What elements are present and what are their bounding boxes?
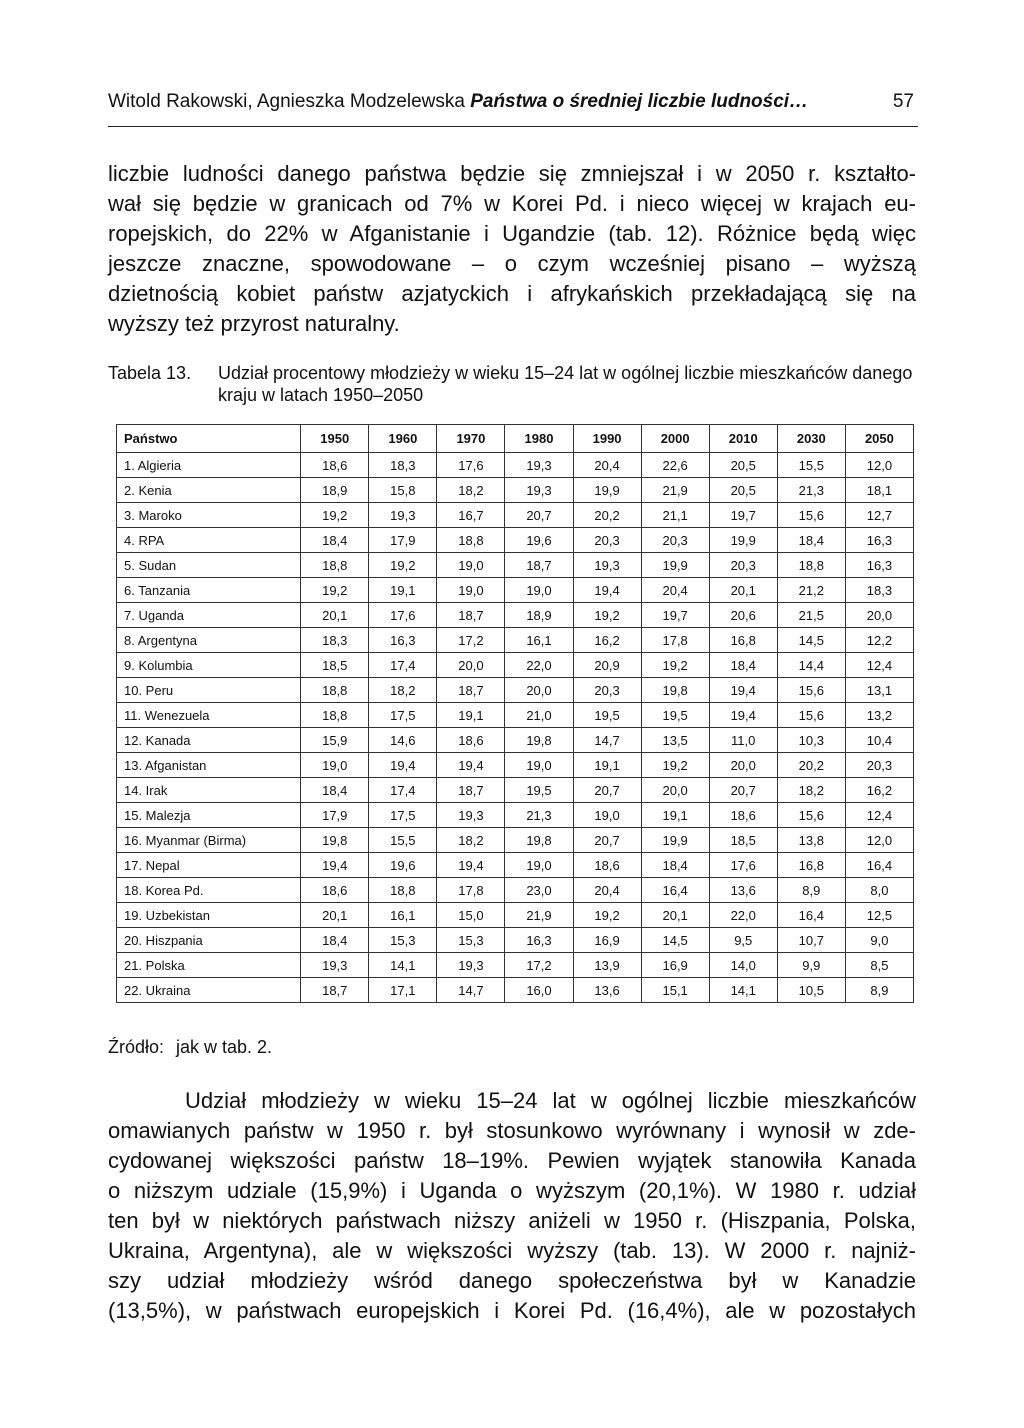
value-cell: 9,0 xyxy=(845,928,913,953)
value-cell: 21,3 xyxy=(505,803,573,828)
value-cell: 17,6 xyxy=(369,603,437,628)
value-cell: 20,3 xyxy=(845,753,913,778)
value-cell: 17,5 xyxy=(369,803,437,828)
value-cell: 19,4 xyxy=(437,753,505,778)
paragraph-line: szy udział młodzieży wśród danego społeczeństwa był w Kanadzie xyxy=(108,1268,916,1293)
value-cell: 20,4 xyxy=(641,578,709,603)
value-cell: 10,3 xyxy=(777,728,845,753)
value-cell: 20,6 xyxy=(709,603,777,628)
value-cell: 19,2 xyxy=(641,653,709,678)
country-cell: 17. Nepal xyxy=(117,853,301,878)
table-row xyxy=(117,478,914,503)
value-cell: 13,6 xyxy=(573,978,641,1003)
value-cell: 22,0 xyxy=(505,653,573,678)
value-cell: 15,6 xyxy=(777,703,845,728)
table-row xyxy=(117,603,914,628)
column-header-country: Państwo xyxy=(117,425,301,453)
value-cell: 9,5 xyxy=(709,928,777,953)
value-cell: 18,6 xyxy=(573,853,641,878)
value-cell: 20,1 xyxy=(709,578,777,603)
value-cell: 18,7 xyxy=(437,778,505,803)
value-cell: 17,1 xyxy=(369,978,437,1003)
value-cell: 19,2 xyxy=(301,503,369,528)
country-cell: 10. Peru xyxy=(117,678,301,703)
table-row xyxy=(117,878,914,903)
value-cell: 19,7 xyxy=(641,603,709,628)
value-cell: 19,0 xyxy=(437,578,505,603)
country-cell: 1. Algieria xyxy=(117,453,301,478)
value-cell: 18,7 xyxy=(437,678,505,703)
table-row xyxy=(117,978,914,1003)
header-authors: Witold Rakowski, Agnieszka Modzelewska xyxy=(108,91,471,112)
value-cell: 18,4 xyxy=(301,778,369,803)
value-cell: 19,2 xyxy=(573,903,641,928)
data-table xyxy=(116,424,914,1003)
value-cell: 19,4 xyxy=(709,703,777,728)
value-cell: 20,0 xyxy=(641,778,709,803)
value-cell: 19,5 xyxy=(641,703,709,728)
value-cell: 20,9 xyxy=(573,653,641,678)
country-cell: 15. Malezja xyxy=(117,803,301,828)
header-rule xyxy=(108,126,918,127)
value-cell: 14,1 xyxy=(369,953,437,978)
table-row xyxy=(117,803,914,828)
value-cell: 19,9 xyxy=(641,553,709,578)
paragraph-line: jeszcze znaczne, spowodowane – o czym wcześniej pisano – wyższą xyxy=(108,251,916,276)
paragraph-line: ropejskich, do 22% w Afganistanie i Ugandzie (tab. 12). Różnice będą więc xyxy=(108,221,916,246)
value-cell: 20,1 xyxy=(301,903,369,928)
source-label: Źródło: xyxy=(108,1037,165,1057)
value-cell: 19,7 xyxy=(709,503,777,528)
value-cell: 19,6 xyxy=(505,528,573,553)
value-cell: 18,4 xyxy=(641,853,709,878)
value-cell: 16,9 xyxy=(573,928,641,953)
table-row xyxy=(117,928,914,953)
country-cell: 2. Kenia xyxy=(117,478,301,503)
value-cell: 18,5 xyxy=(301,653,369,678)
value-cell: 19,8 xyxy=(505,828,573,853)
value-cell: 16,7 xyxy=(437,503,505,528)
country-cell: 4. RPA xyxy=(117,528,301,553)
table-row xyxy=(117,453,914,478)
value-cell: 10,5 xyxy=(777,978,845,1003)
value-cell: 18,2 xyxy=(777,778,845,803)
value-cell: 16,1 xyxy=(505,628,573,653)
value-cell: 16,8 xyxy=(777,853,845,878)
value-cell: 16,4 xyxy=(777,903,845,928)
value-cell: 20,1 xyxy=(641,903,709,928)
value-cell: 15,5 xyxy=(369,828,437,853)
value-cell: 17,8 xyxy=(437,878,505,903)
value-cell: 18,4 xyxy=(301,928,369,953)
value-cell: 16,3 xyxy=(369,628,437,653)
country-cell: 11. Wenezuela xyxy=(117,703,301,728)
table-row xyxy=(117,503,914,528)
value-cell: 18,2 xyxy=(369,678,437,703)
value-cell: 13,9 xyxy=(573,953,641,978)
column-header-year: 2050 xyxy=(845,425,913,453)
value-cell: 18,3 xyxy=(845,578,913,603)
table-row xyxy=(117,753,914,778)
value-cell: 20,0 xyxy=(505,678,573,703)
value-cell: 9,9 xyxy=(777,953,845,978)
value-cell: 20,3 xyxy=(573,528,641,553)
value-cell: 14,5 xyxy=(641,928,709,953)
value-cell: 12,5 xyxy=(845,903,913,928)
value-cell: 17,8 xyxy=(641,628,709,653)
value-cell: 20,7 xyxy=(573,778,641,803)
value-cell: 19,3 xyxy=(437,803,505,828)
value-cell: 18,6 xyxy=(437,728,505,753)
value-cell: 18,8 xyxy=(301,703,369,728)
value-cell: 19,2 xyxy=(573,603,641,628)
value-cell: 19,1 xyxy=(369,578,437,603)
value-cell: 18,3 xyxy=(369,453,437,478)
value-cell: 19,8 xyxy=(301,828,369,853)
value-cell: 13,6 xyxy=(709,878,777,903)
table-row xyxy=(117,778,914,803)
value-cell: 15,3 xyxy=(437,928,505,953)
table-row xyxy=(117,903,914,928)
value-cell: 15,1 xyxy=(641,978,709,1003)
value-cell: 16,3 xyxy=(505,928,573,953)
value-cell: 19,0 xyxy=(505,578,573,603)
table-row xyxy=(117,828,914,853)
value-cell: 18,8 xyxy=(301,678,369,703)
value-cell: 18,7 xyxy=(437,603,505,628)
country-cell: 8. Argentyna xyxy=(117,628,301,653)
value-cell: 19,0 xyxy=(505,753,573,778)
value-cell: 21,0 xyxy=(505,703,573,728)
value-cell: 15,6 xyxy=(777,803,845,828)
table-body xyxy=(117,453,914,1003)
value-cell: 20,7 xyxy=(505,503,573,528)
value-cell: 8,5 xyxy=(845,953,913,978)
paragraph-line: Ukraina, Argentyna), ale w większości wyższy (tab. 13). W 2000 r. najniż- xyxy=(108,1238,916,1263)
value-cell: 12,2 xyxy=(845,628,913,653)
country-cell: 16. Myanmar (Birma) xyxy=(117,828,301,853)
value-cell: 18,6 xyxy=(301,453,369,478)
value-cell: 19,3 xyxy=(437,953,505,978)
value-cell: 19,5 xyxy=(573,703,641,728)
value-cell: 16,9 xyxy=(641,953,709,978)
paragraph-line: wał się będzie w granicach od 7% w Korei Pd. i nieco więcej w krajach eu- xyxy=(108,191,916,216)
value-cell: 12,0 xyxy=(845,828,913,853)
value-cell: 18,8 xyxy=(437,528,505,553)
value-cell: 20,3 xyxy=(573,678,641,703)
value-cell: 19,0 xyxy=(505,853,573,878)
paragraph-line: (13,5%), w państwach europejskich i Korei Pd. (16,4%), ale w pozostałych xyxy=(108,1298,916,1323)
table-row xyxy=(117,628,914,653)
value-cell: 15,6 xyxy=(777,678,845,703)
value-cell: 18,7 xyxy=(505,553,573,578)
column-header-year: 2030 xyxy=(777,425,845,453)
value-cell: 12,7 xyxy=(845,503,913,528)
value-cell: 17,2 xyxy=(437,628,505,653)
table-row xyxy=(117,728,914,753)
value-cell: 21,9 xyxy=(505,903,573,928)
value-cell: 19,8 xyxy=(505,728,573,753)
column-header-year: 1970 xyxy=(437,425,505,453)
value-cell: 16,8 xyxy=(709,628,777,653)
country-cell: 9. Kolumbia xyxy=(117,653,301,678)
value-cell: 17,2 xyxy=(505,953,573,978)
value-cell: 16,4 xyxy=(641,878,709,903)
value-cell: 18,2 xyxy=(437,478,505,503)
value-cell: 17,9 xyxy=(369,528,437,553)
running-header xyxy=(108,90,916,114)
value-cell: 20,1 xyxy=(301,603,369,628)
table-row xyxy=(117,853,914,878)
value-cell: 21,1 xyxy=(641,503,709,528)
value-cell: 20,2 xyxy=(777,753,845,778)
value-cell: 13,1 xyxy=(845,678,913,703)
value-cell: 19,9 xyxy=(641,828,709,853)
value-cell: 19,0 xyxy=(437,553,505,578)
table-row xyxy=(117,953,914,978)
value-cell: 20,5 xyxy=(709,478,777,503)
paragraph-line: dzietnością kobiet państw azjatyckich i afrykańskich przekładającą się na xyxy=(108,281,916,306)
value-cell: 19,4 xyxy=(437,853,505,878)
value-cell: 19,3 xyxy=(369,503,437,528)
value-cell: 10,4 xyxy=(845,728,913,753)
paragraph-line: o niższym udziale (15,9%) i Uganda o wyższym (20,1%). W 1980 r. udział xyxy=(108,1178,916,1203)
value-cell: 19,5 xyxy=(505,778,573,803)
value-cell: 18,9 xyxy=(505,603,573,628)
value-cell: 19,2 xyxy=(301,578,369,603)
value-cell: 18,6 xyxy=(709,803,777,828)
table-caption-text: Udział procentowy młodzieży w wieku 15–24 lat w ogólnej liczbie mieszkańców danego kraju w latach 1950–2050 xyxy=(218,363,913,405)
value-cell: 19,1 xyxy=(437,703,505,728)
table-row xyxy=(117,678,914,703)
value-cell: 19,6 xyxy=(369,853,437,878)
value-cell: 18,3 xyxy=(301,628,369,653)
source-text: jak w tab. 2. xyxy=(176,1037,273,1057)
value-cell: 18,4 xyxy=(301,528,369,553)
country-cell: 20. Hiszpania xyxy=(117,928,301,953)
value-cell: 17,4 xyxy=(369,653,437,678)
value-cell: 18,5 xyxy=(709,828,777,853)
value-cell: 19,4 xyxy=(301,853,369,878)
table-row xyxy=(117,653,914,678)
paragraph-2 xyxy=(108,1086,916,1326)
table-row xyxy=(117,553,914,578)
table-source xyxy=(108,1036,272,1058)
value-cell: 19,0 xyxy=(301,753,369,778)
column-header-year: 1960 xyxy=(369,425,437,453)
value-cell: 16,3 xyxy=(845,553,913,578)
value-cell: 16,2 xyxy=(845,778,913,803)
table-caption-label: Tabela 13. xyxy=(108,363,192,383)
value-cell: 18,7 xyxy=(301,978,369,1003)
country-cell: 7. Uganda xyxy=(117,603,301,628)
value-cell: 14,4 xyxy=(777,653,845,678)
value-cell: 22,6 xyxy=(641,453,709,478)
value-cell: 15,5 xyxy=(777,453,845,478)
value-cell: 18,4 xyxy=(709,653,777,678)
value-cell: 11,0 xyxy=(709,728,777,753)
value-cell: 14,1 xyxy=(709,978,777,1003)
value-cell: 14,7 xyxy=(437,978,505,1003)
value-cell: 23,0 xyxy=(505,878,573,903)
value-cell: 19,9 xyxy=(709,528,777,553)
value-cell: 19,1 xyxy=(641,803,709,828)
value-cell: 16,2 xyxy=(573,628,641,653)
value-cell: 13,2 xyxy=(845,703,913,728)
value-cell: 10,7 xyxy=(777,928,845,953)
value-cell: 8,9 xyxy=(845,978,913,1003)
value-cell: 12,0 xyxy=(845,453,913,478)
country-cell: 6. Tanzania xyxy=(117,578,301,603)
paragraph-line: ten był w niektórych państwach niższy aniżeli w 1950 r. (Hiszpania, Polska, xyxy=(108,1208,916,1233)
page-number: 57 xyxy=(892,91,914,112)
value-cell: 18,8 xyxy=(777,553,845,578)
column-header-year: 1950 xyxy=(301,425,369,453)
value-cell: 14,0 xyxy=(709,953,777,978)
country-cell: 5. Sudan xyxy=(117,553,301,578)
value-cell: 19,4 xyxy=(573,578,641,603)
value-cell: 20,0 xyxy=(437,653,505,678)
value-cell: 19,4 xyxy=(709,678,777,703)
value-cell: 18,8 xyxy=(301,553,369,578)
value-cell: 16,0 xyxy=(505,978,573,1003)
country-cell: 13. Afganistan xyxy=(117,753,301,778)
value-cell: 18,1 xyxy=(845,478,913,503)
value-cell: 20,2 xyxy=(573,503,641,528)
value-cell: 19,9 xyxy=(573,478,641,503)
country-cell: 12. Kanada xyxy=(117,728,301,753)
value-cell: 17,9 xyxy=(301,803,369,828)
value-cell: 20,5 xyxy=(709,453,777,478)
table-row xyxy=(117,528,914,553)
value-cell: 17,4 xyxy=(369,778,437,803)
header-title: Państwa o średniej liczbie ludności… xyxy=(470,91,809,112)
value-cell: 19,3 xyxy=(573,553,641,578)
value-cell: 13,5 xyxy=(641,728,709,753)
value-cell: 21,3 xyxy=(777,478,845,503)
value-cell: 19,2 xyxy=(369,553,437,578)
paragraph-line: omawianych państw w 1950 r. był stosunkowo wyrównany i wynosił w zde- xyxy=(108,1118,916,1143)
value-cell: 18,6 xyxy=(301,878,369,903)
value-cell: 16,1 xyxy=(369,903,437,928)
paragraph-line: Udział młodzieży w wieku 15–24 lat w ogólnej liczbie mieszkańców xyxy=(185,1088,916,1113)
value-cell: 15,9 xyxy=(301,728,369,753)
value-cell: 17,6 xyxy=(437,453,505,478)
value-cell: 12,4 xyxy=(845,803,913,828)
value-cell: 20,3 xyxy=(641,528,709,553)
value-cell: 20,3 xyxy=(709,553,777,578)
value-cell: 16,4 xyxy=(845,853,913,878)
value-cell: 20,4 xyxy=(573,453,641,478)
value-cell: 21,2 xyxy=(777,578,845,603)
value-cell: 17,6 xyxy=(709,853,777,878)
country-cell: 18. Korea Pd. xyxy=(117,878,301,903)
value-cell: 18,4 xyxy=(777,528,845,553)
value-cell: 20,4 xyxy=(573,878,641,903)
column-header-year: 2010 xyxy=(709,425,777,453)
value-cell: 8,0 xyxy=(845,878,913,903)
paragraph-line: wyższy też przyrost naturalny. xyxy=(108,311,400,336)
value-cell: 14,7 xyxy=(573,728,641,753)
value-cell: 17,5 xyxy=(369,703,437,728)
value-cell: 14,5 xyxy=(777,628,845,653)
country-cell: 21. Polska xyxy=(117,953,301,978)
value-cell: 19,3 xyxy=(505,478,573,503)
value-cell: 20,0 xyxy=(845,603,913,628)
value-cell: 13,8 xyxy=(777,828,845,853)
value-cell: 18,2 xyxy=(437,828,505,853)
column-header-year: 2000 xyxy=(641,425,709,453)
value-cell: 12,4 xyxy=(845,653,913,678)
value-cell: 22,0 xyxy=(709,903,777,928)
value-cell: 19,1 xyxy=(573,753,641,778)
value-cell: 19,0 xyxy=(573,803,641,828)
value-cell: 21,5 xyxy=(777,603,845,628)
value-cell: 15,6 xyxy=(777,503,845,528)
value-cell: 14,6 xyxy=(369,728,437,753)
paragraph-line: cydowanej większości państw 18–19%. Pewien wyjątek stanowiła Kanada xyxy=(108,1148,916,1173)
column-header-year: 1980 xyxy=(505,425,573,453)
value-cell: 15,0 xyxy=(437,903,505,928)
value-cell: 20,0 xyxy=(709,753,777,778)
country-cell: 14. Irak xyxy=(117,778,301,803)
value-cell: 19,2 xyxy=(641,753,709,778)
paragraph-line: liczbie ludności danego państwa będzie się zmniejszał i w 2050 r. kształto- xyxy=(108,161,916,186)
value-cell: 15,3 xyxy=(369,928,437,953)
value-cell: 21,9 xyxy=(641,478,709,503)
country-cell: 3. Maroko xyxy=(117,503,301,528)
value-cell: 19,8 xyxy=(641,678,709,703)
value-cell: 20,7 xyxy=(709,778,777,803)
paragraph-1 xyxy=(108,159,916,339)
value-cell: 8,9 xyxy=(777,878,845,903)
country-cell: 22. Ukraina xyxy=(117,978,301,1003)
value-cell: 19,3 xyxy=(505,453,573,478)
country-cell: 19. Uzbekistan xyxy=(117,903,301,928)
value-cell: 19,3 xyxy=(301,953,369,978)
value-cell: 16,3 xyxy=(845,528,913,553)
table-row xyxy=(117,578,914,603)
value-cell: 19,4 xyxy=(369,753,437,778)
value-cell: 15,8 xyxy=(369,478,437,503)
value-cell: 18,8 xyxy=(369,878,437,903)
value-cell: 18,9 xyxy=(301,478,369,503)
value-cell: 20,7 xyxy=(573,828,641,853)
table-header-row xyxy=(117,425,914,453)
column-header-year: 1990 xyxy=(573,425,641,453)
table-row xyxy=(117,703,914,728)
